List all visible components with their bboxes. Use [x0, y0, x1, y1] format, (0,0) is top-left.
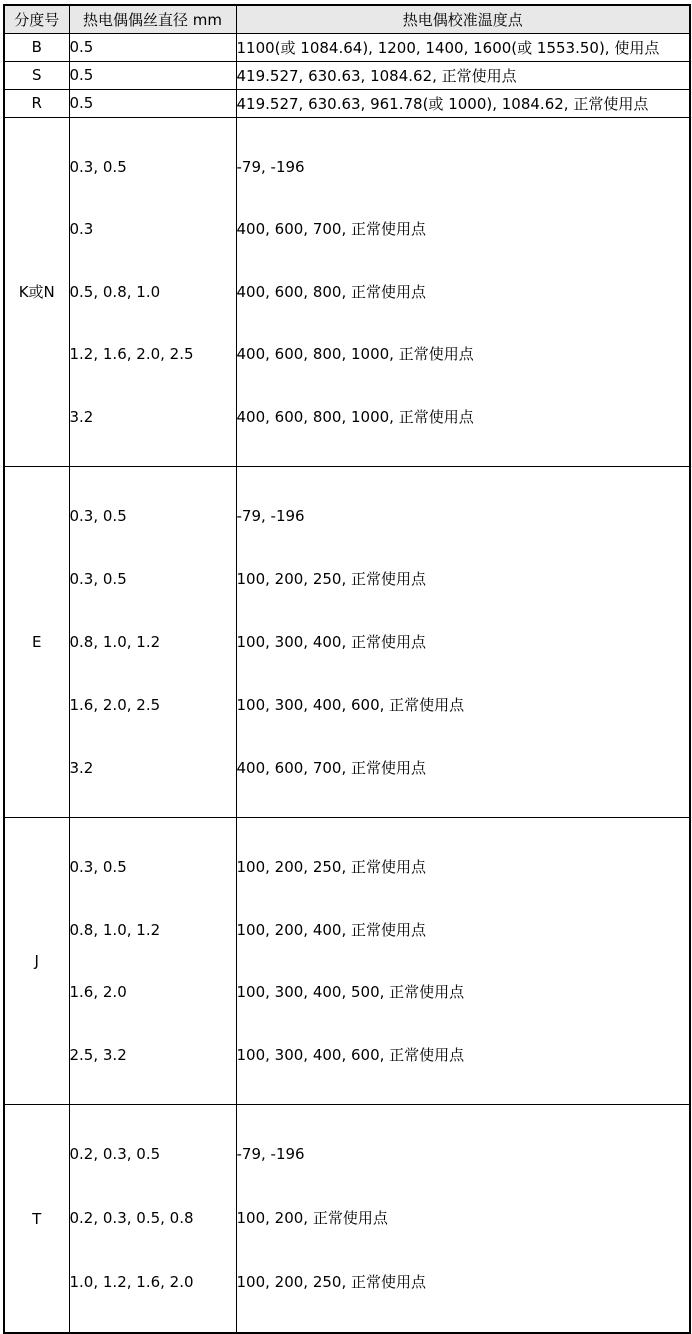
points-line: -79, -196: [236, 157, 305, 176]
points-line: 100, 300, 400, 600, 正常使用点: [236, 1045, 465, 1064]
diameter-line: 0.3, 0.5: [69, 570, 127, 589]
table-row-k-or-n: [4, 117, 690, 467]
points-line: -79, -196: [236, 507, 305, 526]
points-line: 400, 600, 700, 正常使用点: [236, 758, 427, 777]
points-line: 100, 300, 400, 600, 正常使用点: [236, 695, 465, 714]
points-cell: [236, 1105, 690, 1333]
table-row-s: [4, 61, 690, 89]
grade-cell: E: [4, 467, 69, 818]
header-diameter: 热电偶偶丝直径 mm: [69, 5, 236, 33]
diameter-line: 3.2: [69, 407, 94, 426]
points-cell: [236, 818, 690, 1105]
points-line: -79, -196: [236, 1145, 305, 1164]
diameter-cell: [69, 818, 236, 1105]
points-line: 400, 600, 800, 正常使用点: [236, 282, 427, 301]
diameter-line: 0.3, 0.5: [69, 858, 127, 877]
diameter-line: 0.2, 0.3, 0.5: [69, 1145, 161, 1164]
diameter-line: 0.8, 1.0, 1.2: [69, 920, 161, 939]
points-line: 100, 200, 250, 正常使用点: [236, 570, 427, 589]
diameter-line: 0.3, 0.5: [69, 157, 127, 176]
points-line: 100, 200, 250, 正常使用点: [236, 858, 427, 877]
table-row-b: [4, 33, 690, 61]
thermocouple-calibration-table: [3, 4, 691, 1334]
points-cell: [236, 117, 690, 467]
grade-cell: R: [4, 89, 69, 117]
diameter-cell: 0.5: [69, 33, 236, 61]
diameter-line: 1.6, 2.0: [69, 983, 127, 1002]
diameter-cell: [69, 117, 236, 467]
diameter-line: 1.0, 1.2, 1.6, 2.0: [69, 1272, 194, 1291]
grade-cell: T: [4, 1105, 69, 1333]
diameter-line: 0.3: [69, 220, 94, 239]
diameter-cell: [69, 1105, 236, 1333]
diameter-cell: 0.5: [69, 89, 236, 117]
grade-cell: S: [4, 61, 69, 89]
diameter-cell: [69, 467, 236, 818]
diameter-line: 0.8, 1.0, 1.2: [69, 633, 161, 652]
grade-cell: K或N: [4, 117, 69, 467]
diameter-line: 3.2: [69, 758, 94, 777]
table-header-row: [4, 5, 690, 33]
points-line: 400, 600, 800, 1000, 正常使用点: [236, 407, 474, 426]
header-grade: 分度号: [4, 5, 69, 33]
grade-cell: B: [4, 33, 69, 61]
points-cell: 1100(或 1084.64), 1200, 1400, 1600(或 1553.50), 使用点: [236, 33, 690, 61]
table-row-r: [4, 89, 690, 117]
diameter-line: 0.3, 0.5: [69, 507, 127, 526]
diameter-line: 0.2, 0.3, 0.5, 0.8: [69, 1209, 194, 1228]
points-line: 100, 200, 250, 正常使用点: [236, 1272, 427, 1291]
points-line: 100, 300, 400, 500, 正常使用点: [236, 983, 465, 1002]
diameter-line: 1.6, 2.0, 2.5: [69, 695, 161, 714]
points-cell: 419.527, 630.63, 1084.62, 正常使用点: [236, 61, 690, 89]
header-points: 热电偶校准温度点: [236, 5, 690, 33]
points-line: 100, 300, 400, 正常使用点: [236, 633, 427, 652]
diameter-line: 2.5, 3.2: [69, 1045, 127, 1064]
table-row-j: [4, 818, 690, 1105]
points-line: 100, 200, 正常使用点: [236, 1209, 388, 1228]
points-cell: [236, 467, 690, 818]
points-line: 400, 600, 700, 正常使用点: [236, 220, 427, 239]
table-row-t: [4, 1105, 690, 1333]
points-cell: 419.527, 630.63, 961.78(或 1000), 1084.62, 正常使用点: [236, 89, 690, 117]
points-line: 100, 200, 400, 正常使用点: [236, 920, 427, 939]
points-line: 400, 600, 800, 1000, 正常使用点: [236, 345, 474, 364]
diameter-cell: 0.5: [69, 61, 236, 89]
diameter-line: 0.5, 0.8, 1.0: [69, 282, 161, 301]
grade-cell: J: [4, 818, 69, 1105]
table-row-e: [4, 467, 690, 818]
diameter-line: 1.2, 1.6, 2.0, 2.5: [69, 345, 194, 364]
